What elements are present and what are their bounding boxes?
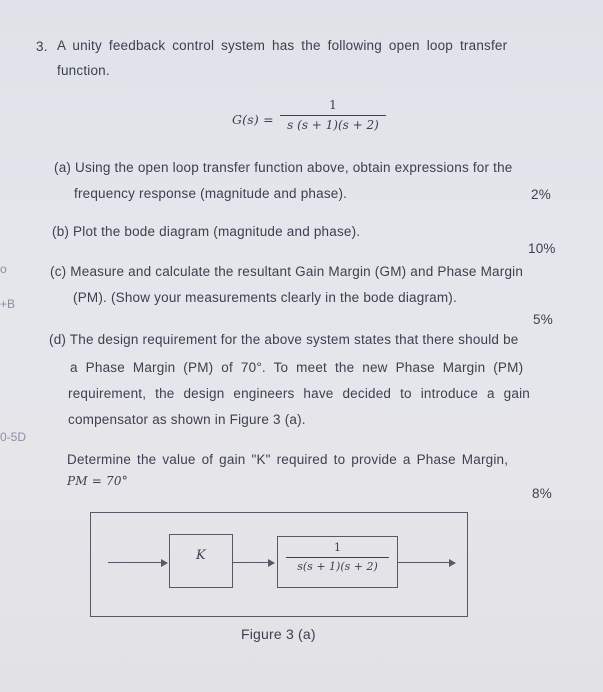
margin-note-1: o: [0, 262, 7, 276]
plant-block: [277, 536, 398, 588]
part-d-question-line2: PM = 70°: [67, 474, 128, 488]
part-d-line4: compensator as shown in Figure 3 (a).: [68, 412, 306, 427]
plant-fraction-bar: [286, 557, 389, 558]
fraction-bar: [280, 115, 386, 116]
question-intro-line1: A unity feedback control system has the following open loop transfer: [57, 38, 508, 53]
part-a-line2: frequency response (magnitude and phase).: [74, 186, 348, 201]
part-a-line1: (a) Using the open loop transfer function above, obtain expressions for the: [54, 160, 513, 175]
question-number: 3.: [36, 39, 48, 54]
part-d-line2: a Phase Margin (PM) of 70°. To meet the new Phase Margin (PM): [70, 360, 524, 375]
transfer-function-lhs: G(s) =: [232, 112, 274, 127]
transfer-function-fraction: [280, 98, 386, 132]
output-arrow: [398, 562, 454, 563]
margin-note-2: +B: [0, 297, 16, 311]
connecting-arrow: [233, 562, 273, 563]
part-c-line1: (c) Measure and calculate the resultant Gain Margin (GM) and Phase Margin: [50, 264, 524, 279]
input-arrow: [108, 562, 166, 563]
transfer-function-numerator: 1: [329, 98, 337, 112]
figure-caption: Figure 3 (a): [241, 626, 316, 642]
gain-block: [169, 534, 233, 588]
part-c-marks: 5%: [533, 312, 553, 327]
part-b-line1: (b) Plot the bode diagram (magnitude and phase).: [52, 224, 361, 239]
transfer-function-denominator: s (s + 1)(s + 2): [287, 118, 379, 132]
margin-note-3: 0-5D: [0, 430, 27, 444]
part-d-question-line1: Determine the value of gain "K" required to provide a Phase Margin,: [67, 452, 509, 467]
part-a-marks: 2%: [531, 187, 551, 202]
plant-numerator: 1: [334, 541, 341, 554]
part-b-marks: 10%: [528, 241, 556, 256]
part-d-line1: (d) The design requirement for the above system states that there should be: [49, 332, 519, 347]
plant-denominator: s(s + 1)(s + 2): [297, 560, 378, 573]
part-c-line2: (PM). (Show your measurements clearly in the bode diagram).: [73, 290, 457, 305]
part-d-line3: requirement, the design engineers have decided to introduce a gain: [68, 386, 530, 401]
part-d-marks: 8%: [532, 486, 552, 501]
plant-fraction: [286, 541, 389, 573]
gain-block-label: K: [196, 548, 206, 563]
question-intro-line2: function.: [57, 63, 110, 78]
